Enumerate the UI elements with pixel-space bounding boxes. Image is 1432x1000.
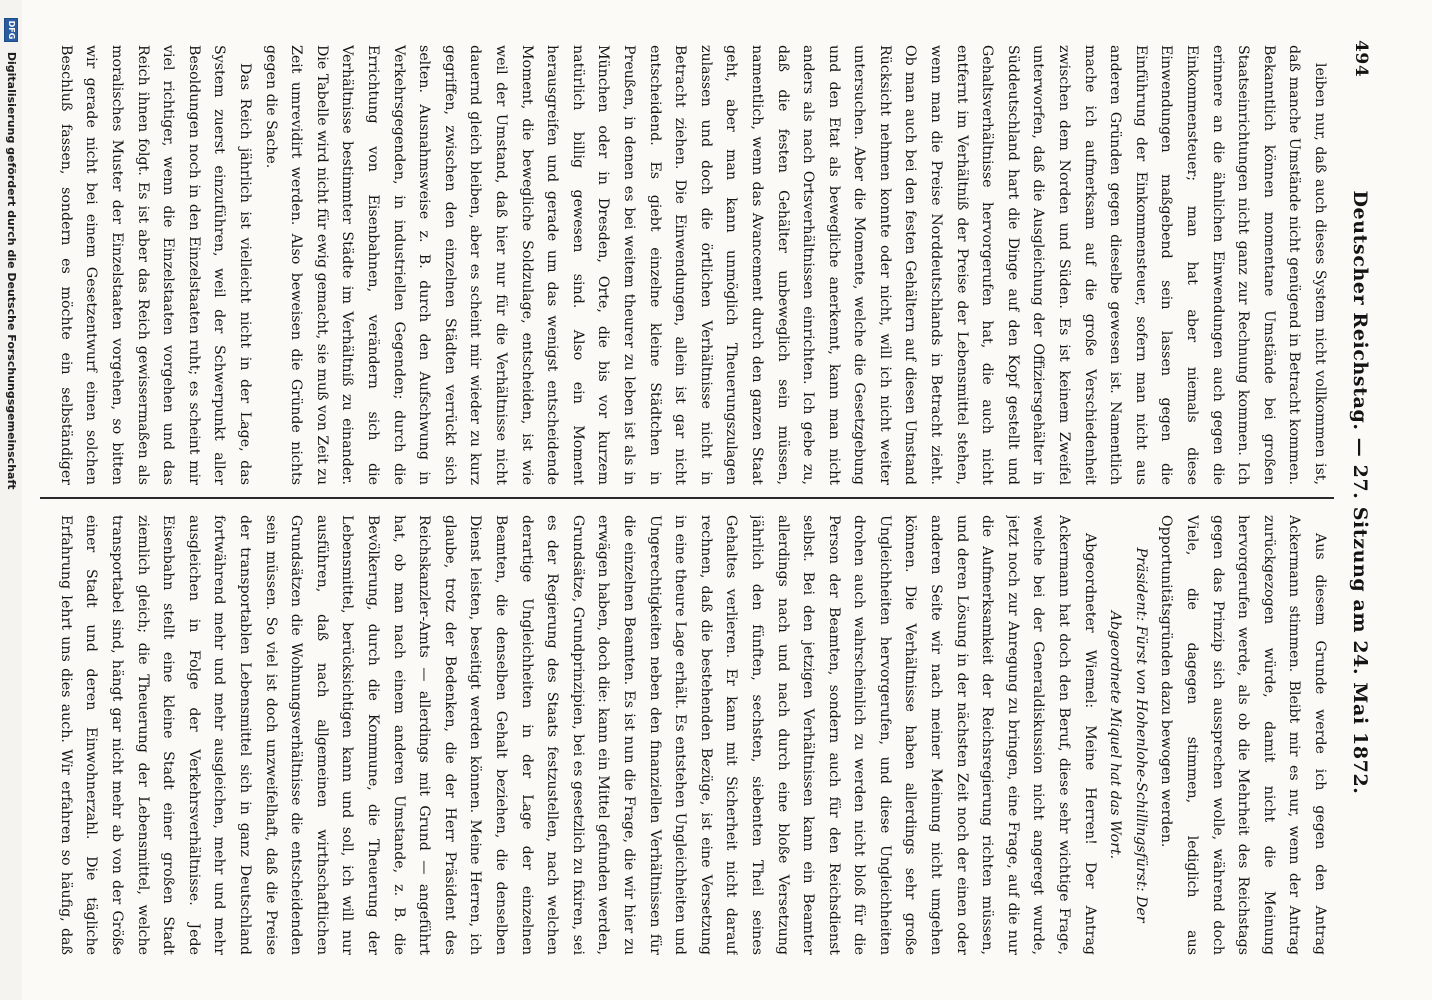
page-number: 494 — [1351, 40, 1371, 78]
paragraph: Aus diesem Grunde werde ich gegen den Antrag Ackermann stimmen. Bleibt mir es nur, wenn der Antrag zurückgezogen würde, damit nicht die Meinung hervorgerufen werde, als ob die Mehrheit des Reichstags gegen das Prinzip sich aussprechen wolle, während doch Viele, die dagegen stimmen, lediglich aus Opportunitätsgründen dazu bewogen werden. — [1158, 515, 1328, 955]
dfg-logo-icon: DFG — [4, 18, 18, 42]
paragraph: Das Reich jährlich ist vielleicht nicht in der Lage, das System zuerst einzuführen, weil der Schwerpunkt aller Besoldungen noch in den Einzelstaaten ruht; es scheint mir viel richtiger, wenn die Einzelstaaten vorgehen und das Reich ihnen folgt. Es ist aber das Reich gewissermaßen als moralisches Muster der Einzelstaaten vorgehen, so bitten wir gerade nicht bei einem Gesetzentwurf einen solchen Beschluß fassen, sondern es möchte ein selbständiger — [58, 45, 254, 485]
left-text-column — [58, 45, 1332, 485]
speaker-announcement: Präsident: Fürst von Hohenlohe-Schillingsfürst: Der Abgeordnete Miquel hat das Wort. — [1107, 547, 1149, 923]
paragraph: leiben nur, daß auch dieses System nicht vollkommen ist, daß manche Umstände nicht genügend in Betracht kommen. Bekanntlich können momentane Umstände bei großen Staatseinrichtungen nicht ganz zur Rechnung kommen. Ich erinnere an die ähnlichen Einwendungen auch gegen die Einkommensteuer; man hat aber niemals diese Einwendungen maßgebend sein lassen gegen die Einführung der Einkommensteuer, sofern man nicht aus anderen Gründen gegen dieselbe gewesen ist. Namentlich mache ich aufmerksam auf die große Verschiedenheit zwischen dem Norden und Süden. Es ist keinem Zweifel unterworfen, daß die Ausgleichung der Offiziersgehälter in Süddeutschland hart die Dinge auf den Kopf gestellt und Gehaltsverhältnisse hervorgerufen hat, die auch nicht entfernt im Verhältniß der Preise der Lebensmittel stehen, wenn man die Preise Norddeutschlands in Betracht zieht. Ob man auch bei den festen Gehältern auf diesen Umstand Rücksicht nehmen konnte oder nicht, will ich nicht weiter untersuchen. Aber die Momente, welche die Gesetzgebung und den Etat als bewegliche anerkennt, kann man nicht anders als nach Ortsverhältnissen einrichten. Ich gebe zu, daß die festen Gehälter unbeweglich sein müssen, namentlich, wenn das Avancement durch den ganzen Staat geht, aber man kann unmöglich Theuerungszulagen zulassen und doch die örtlichen Verhältnisse nicht in Betracht ziehen. Die Einwendungen, allein ist gar nicht entscheidend. Es giebt einzelne kleine Städtchen in Preußen, in denen es bei weitem theurer zu leben ist als in München oder in Dresden, Orte, die bis vor kurzem natürlich billig gewesen sind. Also ein Moment herausgreifen und gerade um das wenigst entscheidende Moment, die bewegliche Soldzulage, entscheiden, ist wie weil der Umstand, daß hier nur für die Verhältnisse nicht dauernd gleich bleiben, aber es scheint mir wieder zu kurz gegriffen, zwischen den einzelnen Städten verrückt sich selten. Ausnahmsweise z. B. durch den Aufschwung in Verkehrsgegenden, in industriellen Gegenden; durch die Errichtung von Eisenbahnen, verändern sich die Verhältnisse bestimmter Städte im Verhältniß zu einander. Die Tabelle wird nicht für ewig gemacht, sie muß von Zeit zu Zeit umrevidirt werden. Also beweisen die Gründe nichts gegen die Sache. — [262, 45, 1328, 485]
credit-text: Digitalisierung gefördert durch die Deutsche Forschungsgemeinschaft — [5, 51, 18, 490]
column-divider — [40, 497, 1334, 499]
paragraph: Abgeordneter Wiemel: Meine Herren! Der Antrag Ackermann hat doch den Beruf, diese sehr wichtige Frage, welche bei der Generaldiskussion nicht angeregt wurde, jetzt noch zur Anregung zu bringen, eine Frage, auf die nur die Aufmerksamkeit der Reichsregierung richten müssen, und deren Lösung in der nächsten Zeit noch der einen oder anderen Seite wir nach meiner Meinung nicht umgehen können. Die Verhältnisse haben allerdings sehr große Ungleichheiten hervorgerufen, und diese Ungleichheiten drohen auch wahrscheinlich zu werden nicht bloß für die Person der Beamten, sondern auch für den Reichsdienst selbst. Bei den jetzigen Verhältnissen kann ein Beamter allerdings nach und nach durch eine bloße Versetzung jährlich den fünften, sechsten, siebenten Theil seines Gehaltes verlieren. Er kann mit Sicherheit nicht darauf rechnen, daß die bestehenden Bezüge, ist eine Versetzung in eine theure Lage erhält. Es entstehen Ungleichheiten und Ungerechtigkeiten neben den finanziellen Verhältnissen für die einzelnen Beamten. Es ist nun die Frage, die wir hier zu erwägen haben, doch die: kann ein Mittel gefunden werden, Grundsätze, Grundprinzipien, bei es gesetzlich zu fixiren, sei es der Regierung des Staats festzustellen, nach welchen derartige Ungleichheiten in der Lage der einzelnen Beamten, die denselben Gehalt beziehen, die denselben Dienst leisten, beseitigt werden können. Meine Herren, ich glaube, trotz der Bedenken, die der Herr Präsident des Reichskanzler-Amts — allerdings mit Grund — angeführt hat, ob man nach einem anderen Umstande, z. B. die Bevölkerung, durch die Kommune, die Theuerung der Lebensmittel, berücksichtigen kann und soll, ich will nur ausführen, daß nach allgemeinen wirthschaftlichen Grundsätzen die Wohnungsverhältnisse die entscheidenden sein müssen. So viel ist doch unzweifelhaft, daß die Preise der transportablen Lebensmittel sich in ganz Deutschland fortwährend mehr und mehr ausgleichen, mehr und mehr ausgleichen in Folge der Verkehrsverhältnisse. Jede Eisenbahn stellt eine kleine Stadt einer großen Stadt ziemlich gleich; die Theuerung der Lebensmittel, welche transportabel sind, hängt gar nicht mehr ab von der Größe einer Stadt und deren Einwohnerzahl. Die tägliche Erfahrung lehrt uns dies auch. Wir erfahren so häufig, daß — [58, 515, 1098, 955]
running-title: Deutscher Reichstag. — 27. Sitzung am 24. Mai 1872. — [1349, 190, 1371, 795]
right-text-column — [58, 515, 1332, 955]
page-header — [1341, 40, 1377, 945]
digitization-credit — [0, 0, 22, 1000]
